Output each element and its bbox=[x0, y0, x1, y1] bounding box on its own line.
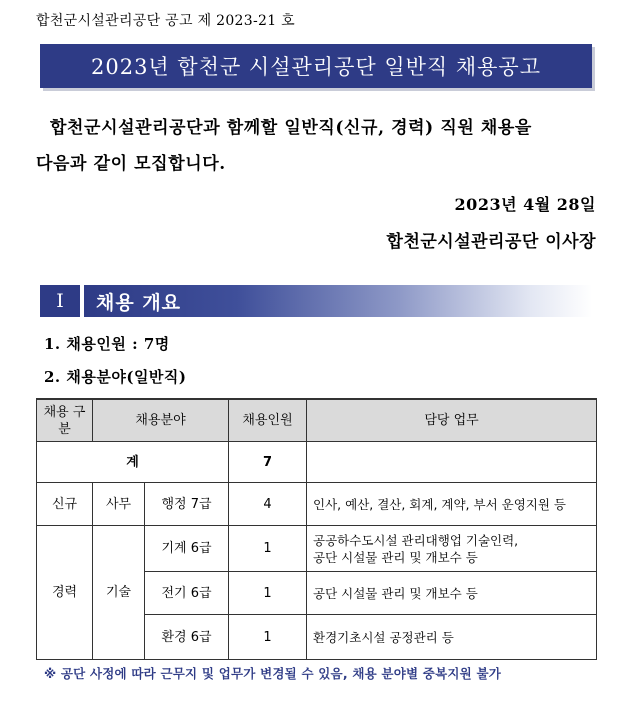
row-count: 1 bbox=[229, 615, 307, 660]
table-row bbox=[37, 526, 597, 572]
duty-line: 환경기초시설 공정관리 등 bbox=[313, 629, 454, 645]
row-category: 경력 bbox=[37, 526, 93, 660]
intro-line-2: 다음과 같이 모집합니다. bbox=[36, 154, 226, 174]
title-banner bbox=[40, 44, 592, 88]
item-recruit-field: 2. 채용분야(일반직) bbox=[44, 368, 187, 386]
footnote: ※ 공단 사정에 따라 근무지 및 업무가 변경될 수 있음, 채용 분야별 중복지원 불가 bbox=[44, 666, 502, 681]
row-group: 기술 bbox=[93, 526, 145, 660]
row-field: 환경 6급 bbox=[145, 615, 229, 660]
duty-line: 공단 시설물 관리 및 개보수 등 bbox=[313, 585, 478, 601]
row-category: 신규 bbox=[37, 483, 93, 526]
table-row bbox=[37, 483, 597, 526]
header-duty: 담당 업무 bbox=[307, 399, 597, 442]
row-duty bbox=[307, 526, 597, 572]
row-count: 1 bbox=[229, 572, 307, 615]
duty-line: 공단 시설물 관리 및 개보수 등 bbox=[313, 549, 478, 565]
table-header-row bbox=[37, 399, 597, 442]
item-recruit-count: 1. 채용인원 : 7명 bbox=[44, 335, 170, 353]
row-field: 전기 6급 bbox=[145, 572, 229, 615]
total-count: 7 bbox=[229, 442, 307, 483]
header-count: 채용인원 bbox=[229, 399, 307, 442]
page-title: 2023년 합천군 시설관리공단 일반직 채용공고 bbox=[90, 55, 541, 79]
notice-number: 합천군시설관리공단 공고 제 2023-21 호 bbox=[36, 13, 295, 29]
row-count: 4 bbox=[229, 483, 307, 526]
row-group: 사무 bbox=[93, 483, 145, 526]
duty-line: 인사, 예산, 결산, 회계, 계약, 부서 운영지원 등 bbox=[313, 496, 566, 512]
header-category: 채용 구분 bbox=[37, 399, 93, 442]
total-label: 계 bbox=[37, 442, 229, 483]
row-duty bbox=[307, 615, 597, 660]
row-duty bbox=[307, 572, 597, 615]
row-field: 행정 7급 bbox=[145, 483, 229, 526]
section-title: 채용 개요 bbox=[96, 291, 182, 314]
duty-line: 공공하수도시설 관리대행업 기술인력, bbox=[313, 532, 519, 548]
section-number: I bbox=[40, 285, 80, 317]
intro-paragraph bbox=[36, 110, 596, 182]
notice-date: 2023년 4월 28일 bbox=[454, 195, 596, 214]
signature: 합천군시설관리공단 이사장 bbox=[386, 232, 596, 252]
table-row-total bbox=[37, 442, 597, 483]
row-duty bbox=[307, 483, 597, 526]
total-duty bbox=[307, 442, 597, 483]
header-field: 채용분야 bbox=[93, 399, 229, 442]
row-field: 기계 6급 bbox=[145, 526, 229, 572]
row-count: 1 bbox=[229, 526, 307, 572]
recruit-table bbox=[36, 398, 597, 660]
intro-line-1: 합천군시설관리공단과 함께할 일반직(신규, 경력) 직원 채용을 bbox=[50, 118, 532, 138]
section-header bbox=[40, 285, 592, 317]
